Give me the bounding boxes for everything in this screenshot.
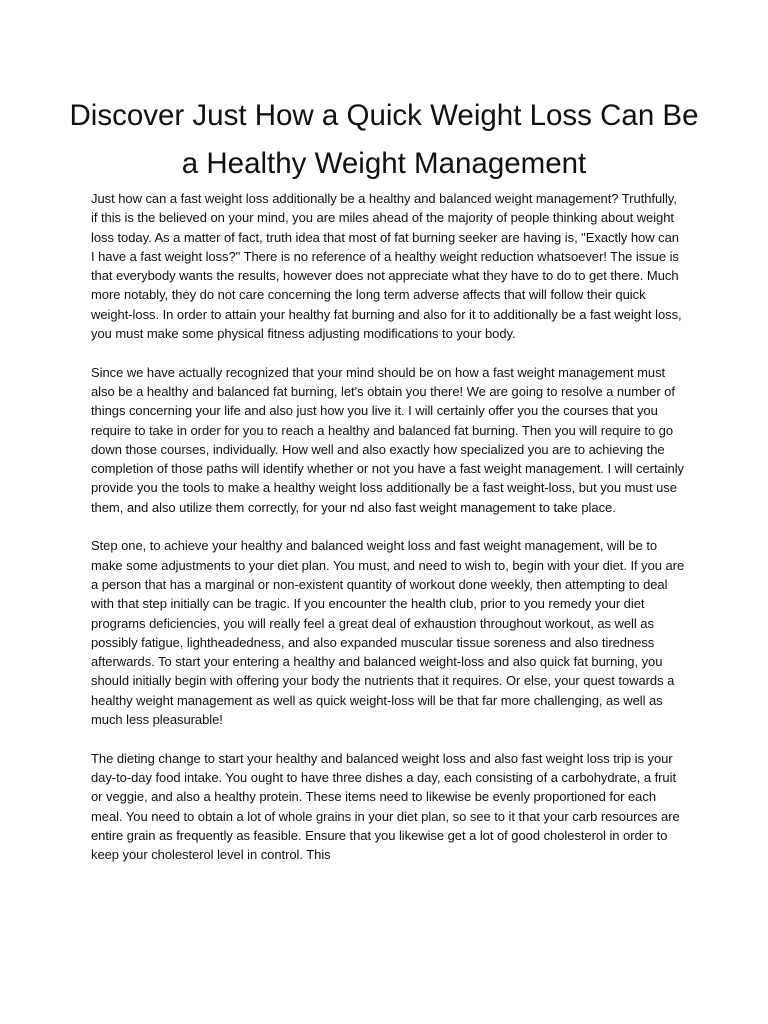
paragraph: The dieting change to start your healthy and balanced weight loss and also fast weight loss trip is your day-to-day food intake. You ought to have three dishes a day, each consisting of a carbohydrate, a fruit or veggie, and also a healthy protein. These items need to likewise be evenly proportioned for each meal. You need to obtain a lot of whole grains in your diet plan, so see to it that your carb resources are entire grain as frequently as feasible. Ensure that you likewise get a lot of good cholesterol in order to keep your cholesterol level in control. This xyxy=(91,750,680,863)
document-body xyxy=(91,189,685,884)
paragraph: Just how can a fast weight loss additionally be a healthy and balanced weight management? Truthfully, if this is the believed on your mind, you are miles ahead of the majority of people thinking about weight loss today. As a matter of fact, truth idea that most of fat burning seeker are having is, "Exactly how can I have a fast weight loss?" There is no reference of a healthy weight reduction whatsoever! The issue is that everybody wants the results, however does not appreciate what they have to do to get there. Much more notably, they do not care concerning the long term adverse affects that will follow their quick weight-loss. In order to attain your healthy fat burning and also for it to additionally be a fast weight loss, you must make some physical fitness adjusting modifications to your body. xyxy=(91,191,682,342)
paragraph: Step one, to achieve your healthy and balanced weight loss and fast weight management, will be to make some adjustments to your diet plan. You must, and need to wish to, begin with your diet. If you are a person that has a marginal or non-existent quantity of workout done weekly, then attempting to deal with that step initially can be tragic. If you encounter the health club, prior to you remedy your diet programs deficiencies, you will really feel a great deal of exhaustion throughout workout, as well as possibly fatigue, lightheadedness, and also expanded muscular tissue soreness and also tiredness afterwards. To start your entering a healthy and balanced weight-loss and also quick fat burning, you should initially begin with offering your body the nutrients that it requires. Or else, your quest towards a healthy weight management as well as quick weight-loss will be that far more challenging, as well as much less pleasurable! xyxy=(91,538,685,728)
paragraph: Since we have actually recognized that your mind should be on how a fast weight management must also be a healthy and balanced fat burning, let's obtain you there! We are going to resolve a number of things concerning your life and also just how you live it. I will certainly offer you the courses that you require to take in order for you to reach a healthy and balanced fat burning. Then you will require to go down those courses, individually. How well and also exactly how specialized you are to achieving the completion of those paths will identify whether or not you have a fast weight management. I will certainly provide you the tools to make a healthy weight loss additionally be a fast weight-loss, but you must use them, and also utilize them correctly, for your nd also fast weight management to take place. xyxy=(91,364,685,515)
document-title: Discover Just How a Quick Weight Loss Can Be a Healthy Weight Management xyxy=(69,99,699,180)
